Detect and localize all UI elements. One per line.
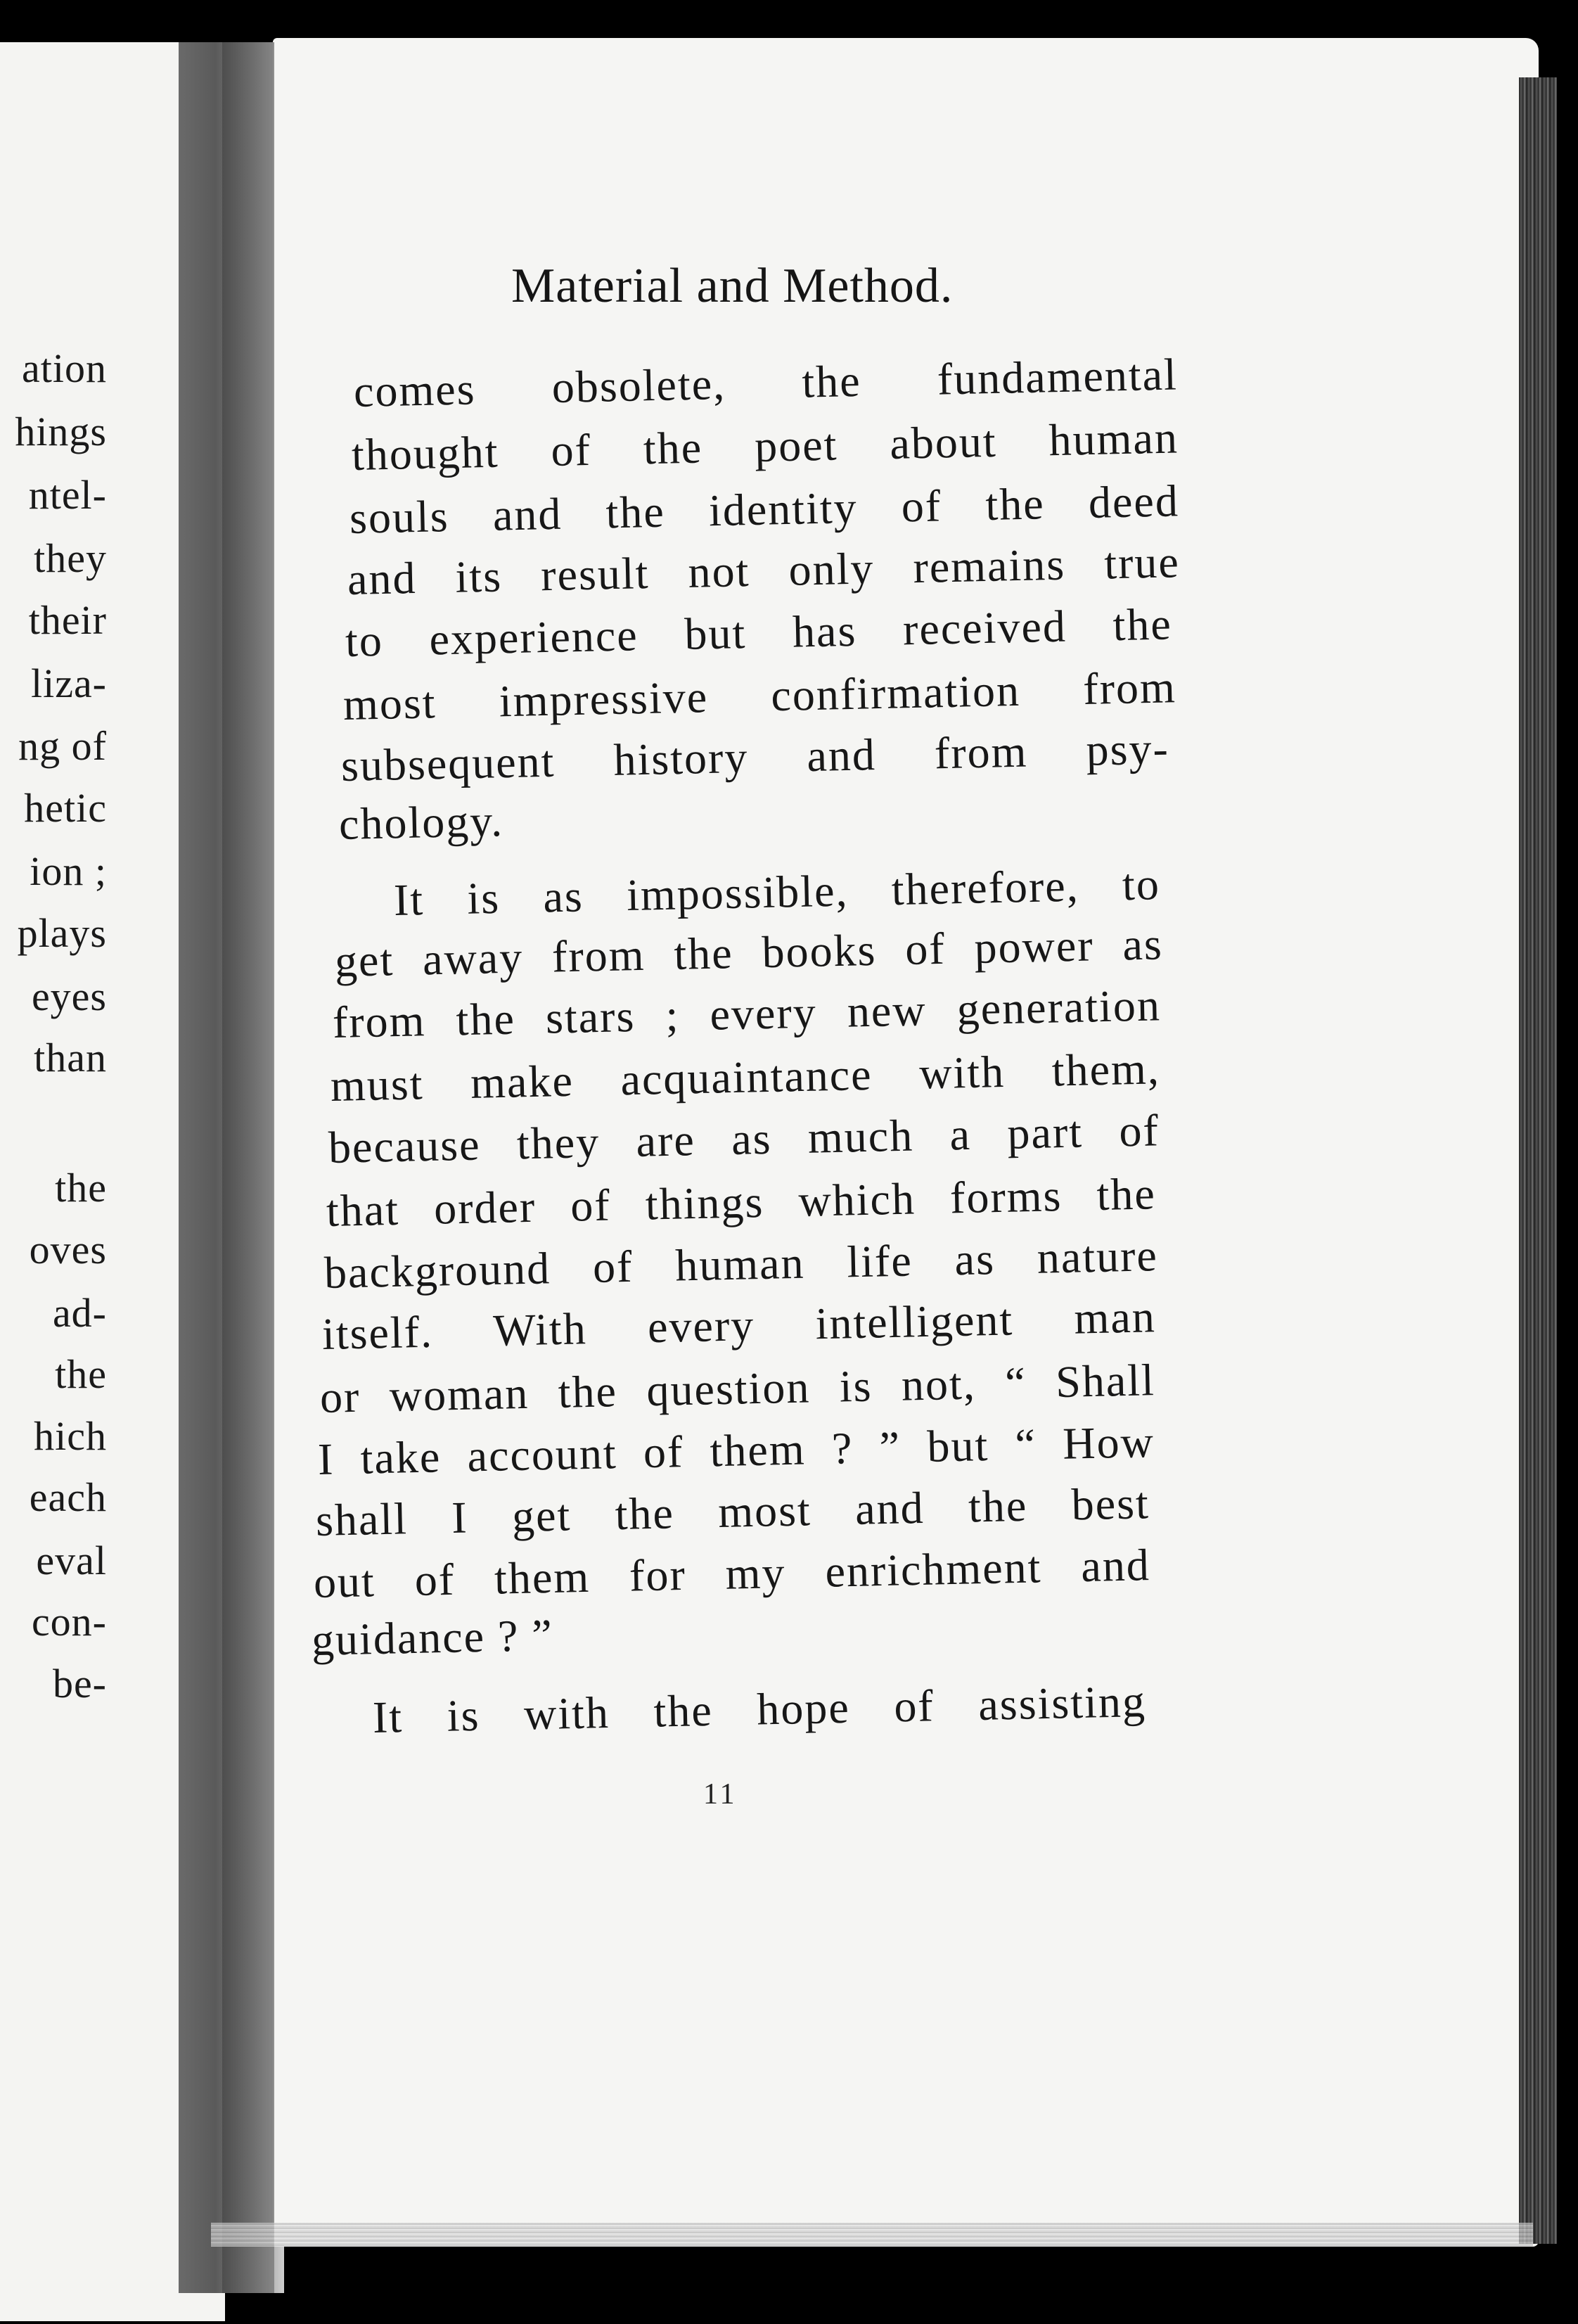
body-text-line: comes obsolete, the fundamental — [353, 349, 1179, 416]
body-text-line: that order of things which forms the — [326, 1168, 1157, 1236]
left-page-line-fragment: the — [55, 1165, 107, 1211]
left-page-line-fragment: liza- — [30, 660, 107, 706]
body-text-line: out of them for my enrichment and — [313, 1540, 1151, 1607]
body-text-line: background of human life as nature — [323, 1230, 1159, 1298]
left-page-line-fragment: they — [34, 535, 107, 581]
left-page-line-fragment: hings — [15, 409, 107, 454]
page-number: 11 — [703, 1778, 738, 1811]
body-text-line: subsequent history and from psy- — [340, 723, 1170, 791]
left-page-line-fragment: eyes — [31, 973, 107, 1019]
left-page-line-fragment: ad- — [52, 1290, 107, 1336]
body-text-line: I take account of them ? ” but “ How — [317, 1417, 1155, 1484]
left-page-line-fragment: ion ; — [30, 848, 107, 894]
body-text-line: shall I get the most and the best — [315, 1478, 1150, 1545]
left-page-line-fragment: eval — [36, 1538, 107, 1583]
body-text-line: It is with the hope of assisting — [372, 1675, 1147, 1742]
left-page-line-fragment: oves — [29, 1227, 107, 1272]
left-page-line-fragment: ng of — [18, 723, 107, 769]
body-text-line: guidance ? ” — [311, 1609, 554, 1665]
left-page-line-fragment: the — [55, 1351, 107, 1397]
left-page-line-fragment: hich — [34, 1413, 107, 1459]
gutter-shadow — [222, 42, 274, 2293]
left-page-line-fragment: their — [28, 597, 107, 643]
body-text-line: most impressive confirmation from — [342, 662, 1177, 729]
left-page-line-fragment: be- — [52, 1661, 107, 1706]
page-edges — [1519, 77, 1557, 2244]
left-page-line-fragment: ntel- — [28, 472, 107, 518]
body-text-line: from the stars ; every new generation — [332, 980, 1162, 1047]
body-text-line: to experience but has received the — [345, 599, 1173, 666]
left-page-line-fragment: hetic — [24, 785, 107, 831]
body-text-line: souls and the identity of the deed — [349, 475, 1180, 543]
body-text-line: get away from the books of power as — [334, 919, 1164, 986]
body-text-line: must make acquaintance with them, — [330, 1043, 1161, 1111]
left-page-line-fragment: plays — [17, 910, 107, 956]
left-page-line-fragment: ation — [22, 345, 107, 391]
body-text-line: or woman the question is not, “ Shall — [319, 1355, 1156, 1422]
body-text-line: because they are as much a part of — [328, 1105, 1160, 1173]
bottom-page-edges — [211, 2223, 1533, 2247]
left-page-line-fragment: than — [34, 1035, 107, 1080]
body-text-line: thought of the poet about human — [351, 412, 1179, 480]
left-page-line-fragment: each — [29, 1474, 107, 1520]
body-text-line: itself. With every intelligent man — [321, 1291, 1157, 1359]
body-text-line: It is as impossible, therefore, to — [393, 859, 1161, 925]
running-head: Material and Method. — [511, 259, 954, 313]
body-text-line: and its result not only remains true — [347, 537, 1181, 604]
body-text-line: chology. — [338, 796, 504, 849]
left-page-line-fragment: con- — [31, 1599, 107, 1645]
